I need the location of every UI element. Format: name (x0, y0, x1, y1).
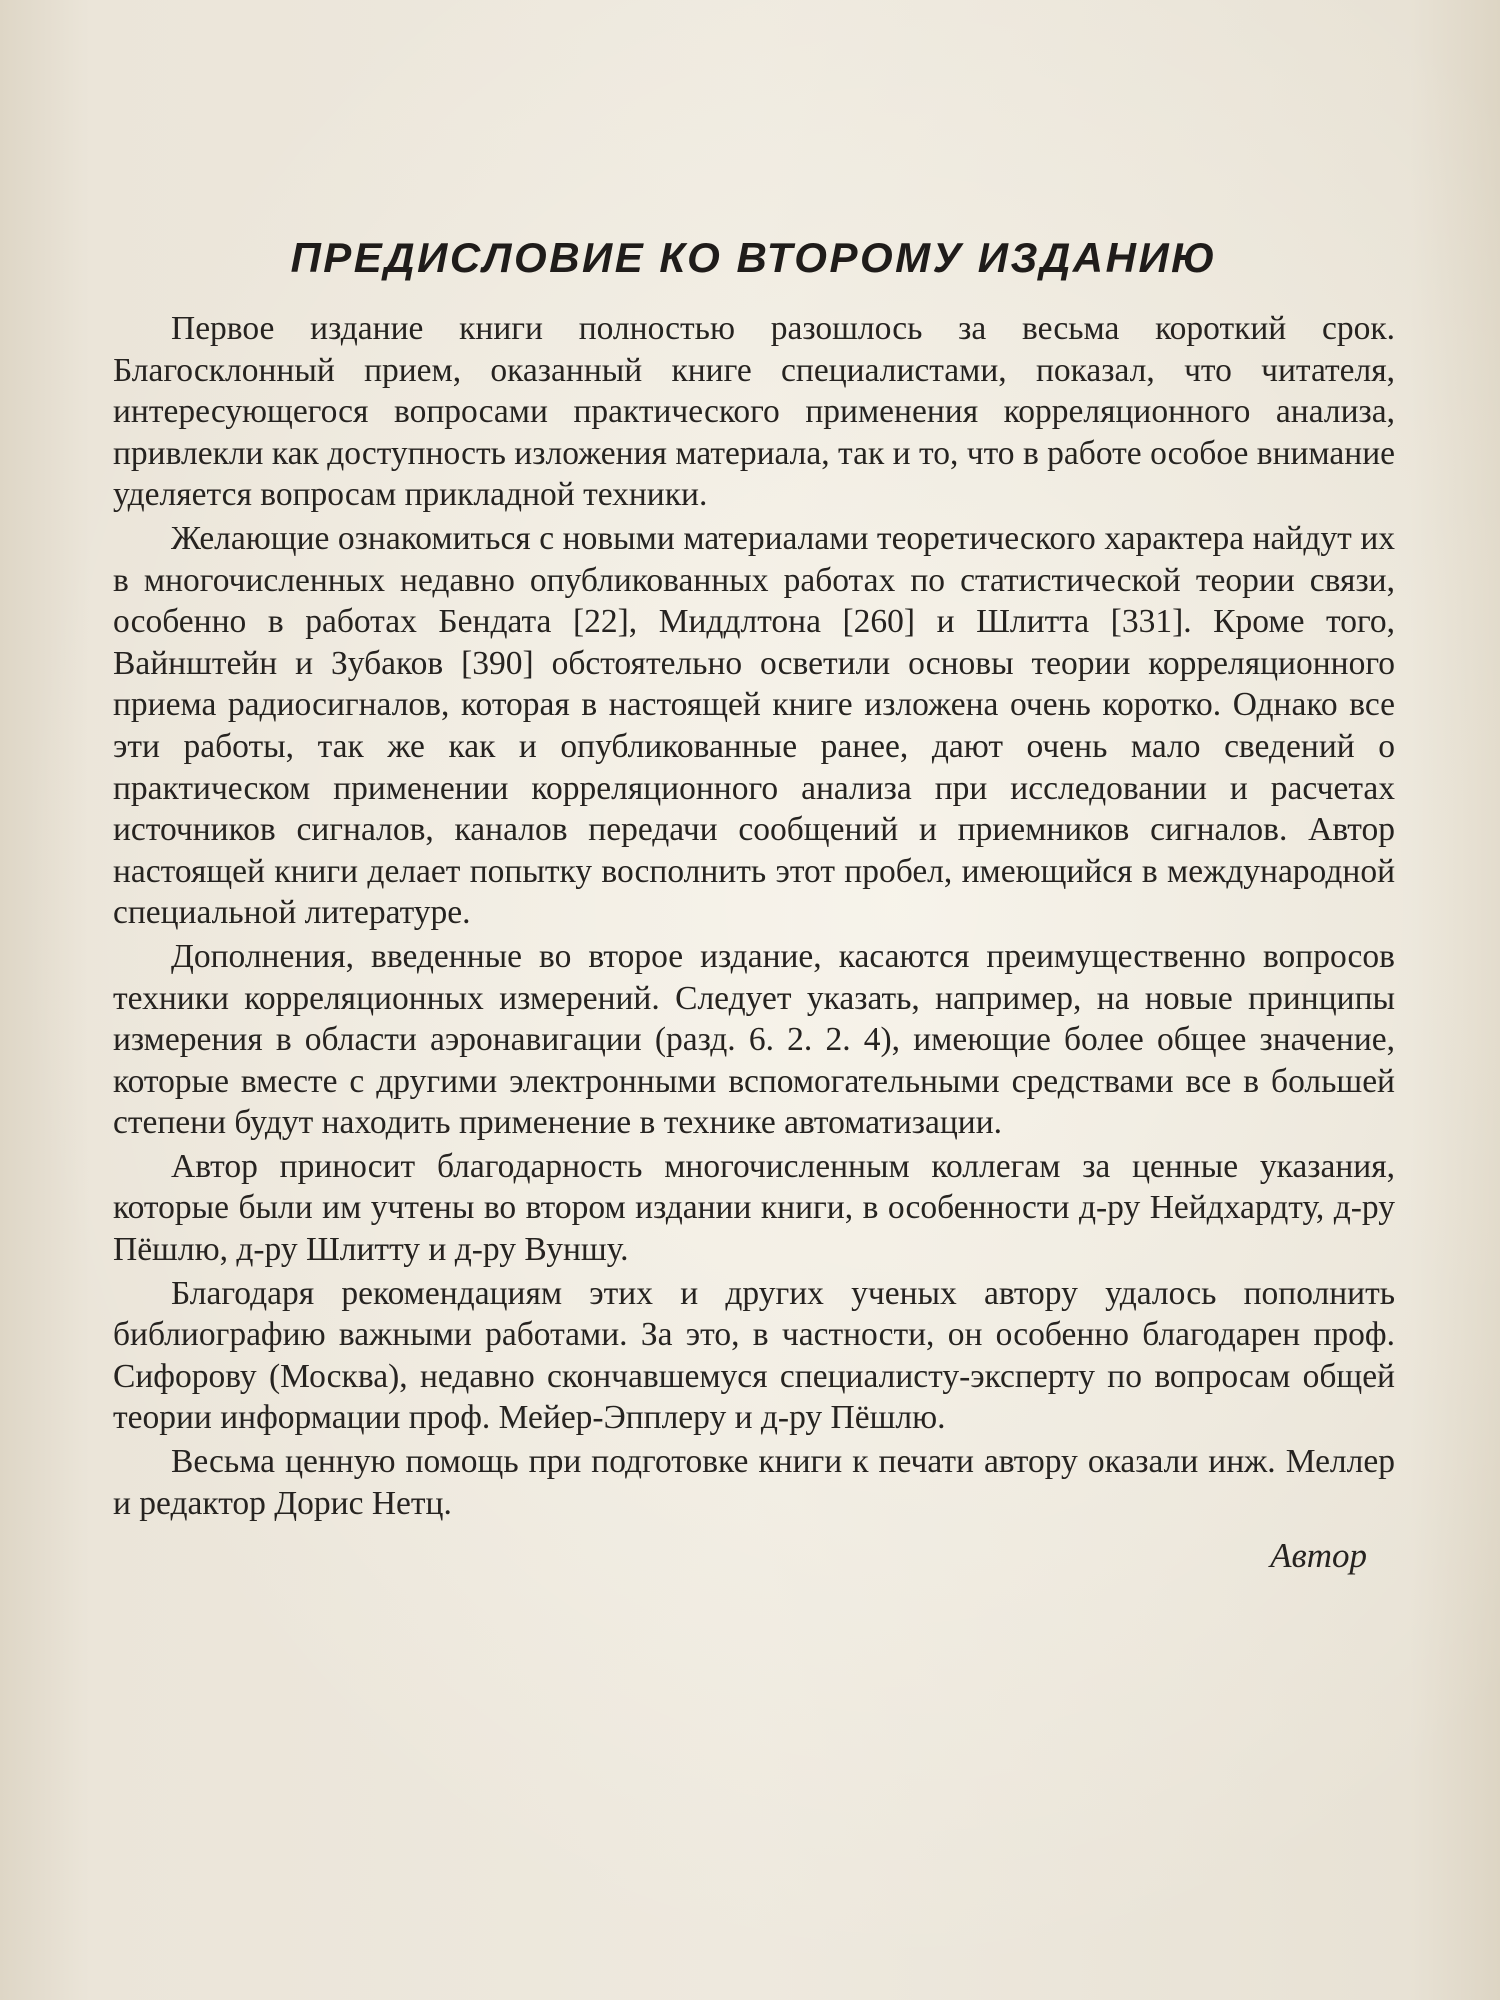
paragraph-1: Первое издание книги полностью разошлось за весьма короткий срок. Благосклонный прием, оказанный книге специалистами, показал, что читателя, интересующегося вопросами практического применения корреляционного анализа, привлекли как доступность изложения материала, так и то, что в работе особое внимание уделяется вопросам прикладной техники. (113, 310, 1395, 514)
paragraph-4: Автор приносит благодарность многочисленным коллегам за ценные указания, которые были им учтены во втором издании книги, в особенности д-ру Нейдхардту, д-ру Пёшлю, д-ру Шлитту и д-ру Вуншу. (113, 1147, 1395, 1269)
paragraph-2: Желающие ознакомиться с новыми материалами теоретического характера найдут их в многочисленных недавно опубликованных работах по статистической теории связи, особенно в работах Бендата [22], Миддлтона [260] и Шлитта [331]. Кроме того, Вайнштейн и Зубаков [390] обстоятельно осветили основы теории корреляционного приема радиосигналов, которая в настоящей книге изложена очень коротко. Однако все эти работы, так же как и опубликованные ранее, дают очень мало сведений о практическом применении корреляционного анализа при исследовании и расчетах источников сигналов, каналов передачи сообщений и приемников сигналов. Автор настоящей книги делает попытку восполнить этот пробел, имеющийся в международной специальной литературе. (113, 519, 1395, 932)
paragraph-5: Благодаря рекомендациям этих и других ученых автору удалось пополнить библиографию важными работами. За это, в частности, он особенно благодарен проф. Сифорову (Москва), недавно скончавшемуся специалисту-эксперту по вопросам общей теории информации проф. Мейер-Эпплеру и д-ру Пёшлю. (113, 1274, 1395, 1437)
paragraph-3: Дополнения, введенные во второе издание, касаются преимущественно вопросов техники корреляционных измерений. Следует указать, например, на новые принципы измерения в области аэронавигации (разд. 6. 2. 2. 4), имеющие более общее значение, которые вместе с другими электронными вспомогательными средствами все в большей степени будут находить применение в технике автоматизации. (113, 937, 1395, 1142)
paragraph-6: Весьма ценную помощь при подготовке книги к печати автору оказали инж. Меллер и редактор Дорис Нетц. (113, 1443, 1395, 1522)
preface-text-block (113, 228, 1395, 1578)
author-signature: Автор (1270, 1536, 1367, 1576)
preface-title: ПРЕДИСЛОВИЕ КО ВТОРОМУ ИЗДАНИЮ (290, 234, 1218, 281)
